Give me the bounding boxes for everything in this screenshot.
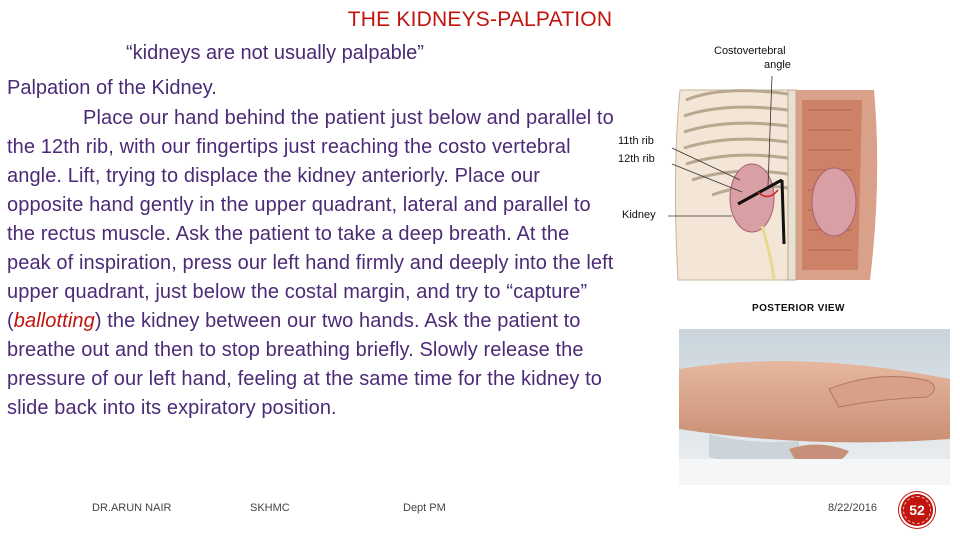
label-costovertebral: Costovertebral (714, 45, 786, 57)
kidney-anatomy-diagram (612, 30, 952, 320)
slide-title: THE KIDNEYS-PALPATION (347, 8, 613, 31)
footer-school: SKHMC (250, 502, 290, 514)
palpation-photo (679, 329, 950, 485)
page-number: 52 (909, 502, 925, 518)
footer-author: DR.ARUN NAIR (92, 502, 172, 514)
page-number-badge (899, 492, 935, 528)
label-kidney: Kidney (622, 209, 656, 221)
label-12th-rib: 12th rib (618, 153, 655, 165)
label-11th-rib: 11th rib (618, 135, 654, 147)
label-posterior-view: POSTERIOR VIEW (752, 303, 845, 314)
right-kidney (812, 168, 856, 236)
body-paragraph (7, 104, 617, 423)
body-text-part2: ) the kidney between our two hands. Ask the patient to breathe out and then to stop breathing briefly. Slowly release the pressure of our left hand, feeling at the same time for the kidney to slide back into its expiratory position. (7, 310, 603, 419)
body-text-italic: ballotting (13, 310, 95, 332)
footer-date: 8/22/2016 (828, 502, 877, 514)
subheading: Palpation of the Kidney. (7, 77, 217, 99)
body-text-part1: Place our hand behind the patient just below and parallel to the 12th rib, with our fingertips just reaching the costo vertebral angle. Lift, trying to displace the kidney anteriorly. Place our opposite hand gently in the upper quadrant, lateral and parallel to the rectus muscle. Ask the patient to take a deep breath. At the peak of inspiration, press our left hand firmly and deeply into the left upper quadrant, just below the costal margin, and try to “capture” ( (7, 107, 614, 332)
quote-text: “kidneys are not usually palpable” (126, 42, 424, 64)
footer-department: Dept PM (403, 502, 446, 514)
spine (788, 90, 796, 280)
label-angle: angle (764, 59, 791, 71)
